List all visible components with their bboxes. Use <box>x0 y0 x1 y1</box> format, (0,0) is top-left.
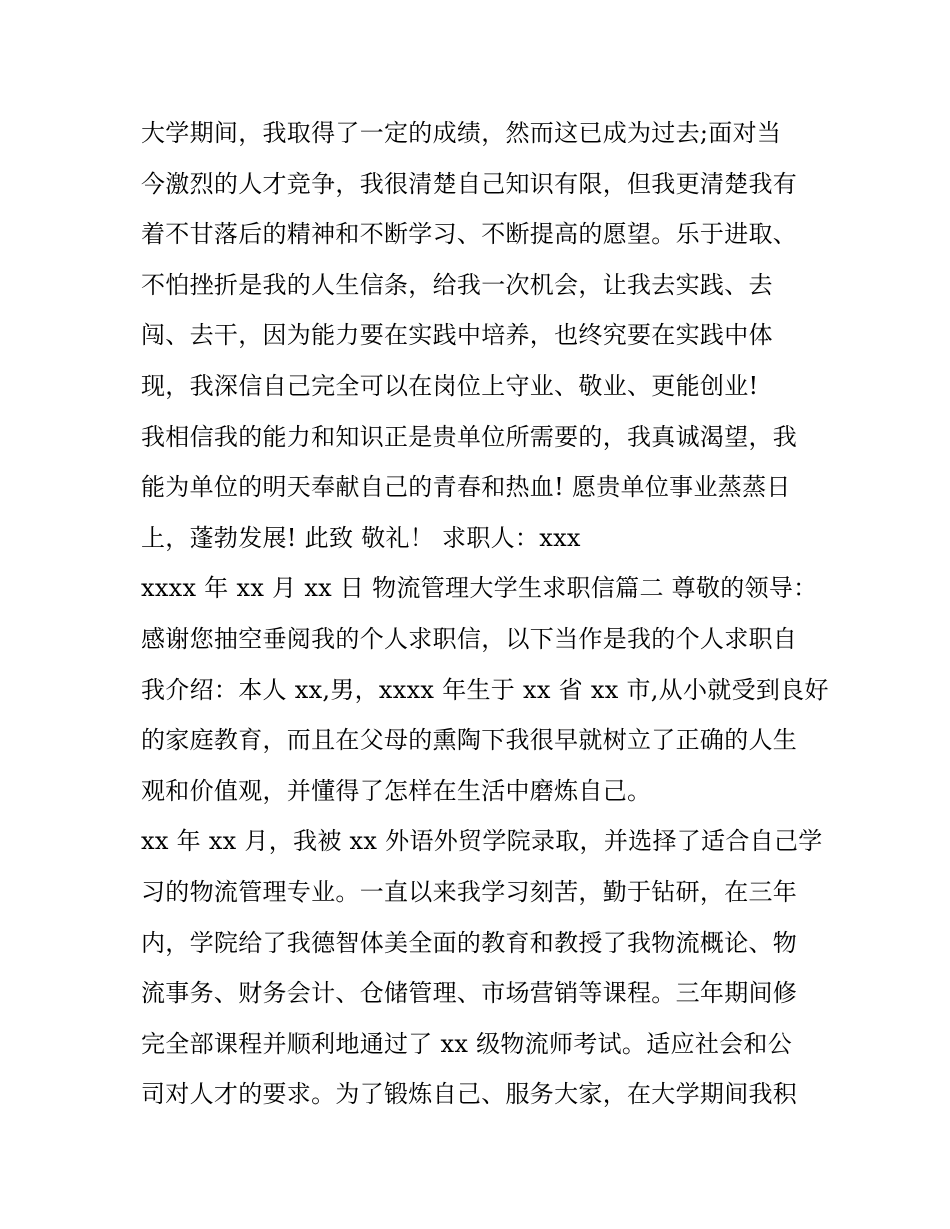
text-line: xxxx 年 xx 月 xx 日 物流管理大学生求职信篇二 尊敬的领导： <box>141 574 818 603</box>
text-line: 习的物流管理专业。一直以来我学习刻苦，勤于钻研，在三年 <box>141 877 798 906</box>
text-line: 闯、去干，因为能力要在实践中培养，也终究要在实践中体 <box>141 321 773 350</box>
text-line: 现，我深信自己完全可以在岗位上守业、敬业、更能创业! <box>141 371 759 400</box>
text-line: 着不甘落后的精神和不断学习、不断提高的愿望。乐于进取、 <box>141 220 798 249</box>
text-line: 完全部课程并顺利地通过了 xx 级物流师考试。适应社会和公 <box>141 1029 793 1058</box>
text-line: 感谢您抽空垂阅我的个人求职信，以下当作是我的个人求职自 <box>141 624 798 653</box>
text-line: 不怕挫折是我的人生信条，给我一次机会，让我去实践、去 <box>141 270 773 299</box>
text-line: 流事务、财务会计、仓储管理、市场营销等课程。三年期间修 <box>141 979 798 1008</box>
text-line: 大学期间，我取得了一定的成绩，然而这已成为过去;面对当 <box>141 119 782 147</box>
text-line: 司对人才的要求。为了锻炼自己、服务大家，在大学期间我积 <box>141 1080 798 1109</box>
text-line: 内，学院给了我德智体美全面的教育和教授了我物流概论、物 <box>141 928 798 957</box>
text-line: xx 年 xx 月，我被 xx 外语外贸学院录取，并选择了适合自己学 <box>141 827 823 856</box>
body-text <box>141 108 829 1120</box>
text-line: 我介绍：本人 xx,男，xxxx 年生于 xx 省 xx 市,从小就受到良好 <box>141 675 829 704</box>
text-line: 能为单位的明天奉献自己的青春和热血! 愿贵单位事业蒸蒸日 <box>141 473 791 502</box>
text-line: 我相信我的能力和知识正是贵单位所需要的，我真诚渴望，我 <box>141 422 798 451</box>
text-line: 观和价值观，并懂得了怎样在生活中磨炼自己。 <box>141 776 652 805</box>
text-line: 今激烈的人才竞争，我很清楚自己知识有限，但我更清楚我有 <box>141 169 798 198</box>
text-line: 的家庭教育，而且在父母的熏陶下我很早就树立了正确的人生 <box>141 726 798 755</box>
text-line: 上，蓬勃发展! 此致 敬礼！ 求职人：xxx <box>141 523 581 552</box>
